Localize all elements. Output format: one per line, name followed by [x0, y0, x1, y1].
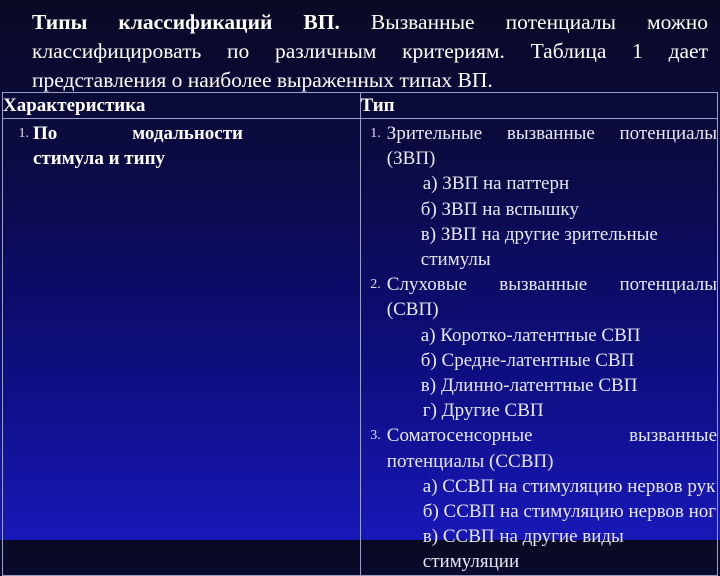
list-item: в) Длинно-латентные СВП — [420, 375, 638, 397]
type-cell — [360, 119, 718, 576]
intro-line-1-rest: Вызванные потенциалы можно — [339, 10, 708, 34]
category-title-line-2: (ЗВП) — [386, 148, 436, 170]
category-auditory — [361, 272, 718, 423]
list-item: в) ЗВП на другие зрительные стимулы — [420, 223, 658, 271]
table-header-row — [3, 93, 718, 119]
intro-line-1 — [32, 8, 708, 37]
category-title-line-2: потенциалы (ССВП) — [386, 450, 554, 472]
characteristic-text — [33, 121, 243, 171]
intro-lead: Типы классификаций ВП. — [32, 10, 340, 34]
category-title-line-2: (СВП) — [386, 299, 439, 321]
category-visual — [361, 121, 718, 272]
list-item: в) ССВП на другие виды стимуляции — [422, 526, 624, 573]
intro-line-3: представления о наиболее выраженных типах ВП. — [32, 68, 493, 92]
intro-line-2: классифицировать по различным критериям. Таблица 1 дает — [32, 39, 708, 63]
list-item: а) Коротко-латентные СВП — [420, 324, 641, 346]
category-title-line-1: Соматосенсорные вызванные — [386, 425, 717, 447]
intro-paragraph — [32, 8, 708, 95]
list-item: б) Средне-латентные СВП — [420, 349, 635, 371]
row-number: 1. — [18, 126, 29, 141]
category-somatosensory — [361, 423, 718, 574]
classification-table — [2, 92, 718, 576]
category-number: 3. — [370, 428, 381, 444]
category-number: 2. — [370, 277, 381, 293]
header-characteristic: Характеристика — [3, 93, 361, 119]
list-item: а) ЗВП на паттерн — [422, 173, 570, 195]
list-item: а) ССВП на стимуляцию нервов рук — [422, 475, 716, 497]
table-row — [3, 119, 718, 576]
list-item: г) Другие СВП — [422, 400, 544, 422]
list-item: б) ССВП на стимуляцию нервов ног — [422, 501, 717, 523]
category-title-line-1: Слуховые вызванные потенциалы — [386, 274, 717, 296]
category-title-line-1: Зрительные вызванные потенциалы — [386, 123, 717, 144]
category-number: 1. — [370, 126, 381, 141]
list-item: б) ЗВП на вспышку — [420, 198, 579, 220]
type-list — [361, 119, 718, 575]
characteristic-cell — [3, 119, 361, 576]
characteristic-line-2: стимула и типу — [33, 148, 166, 169]
characteristic-line-1: По модальности — [33, 123, 243, 144]
header-type: Тип — [360, 93, 718, 119]
